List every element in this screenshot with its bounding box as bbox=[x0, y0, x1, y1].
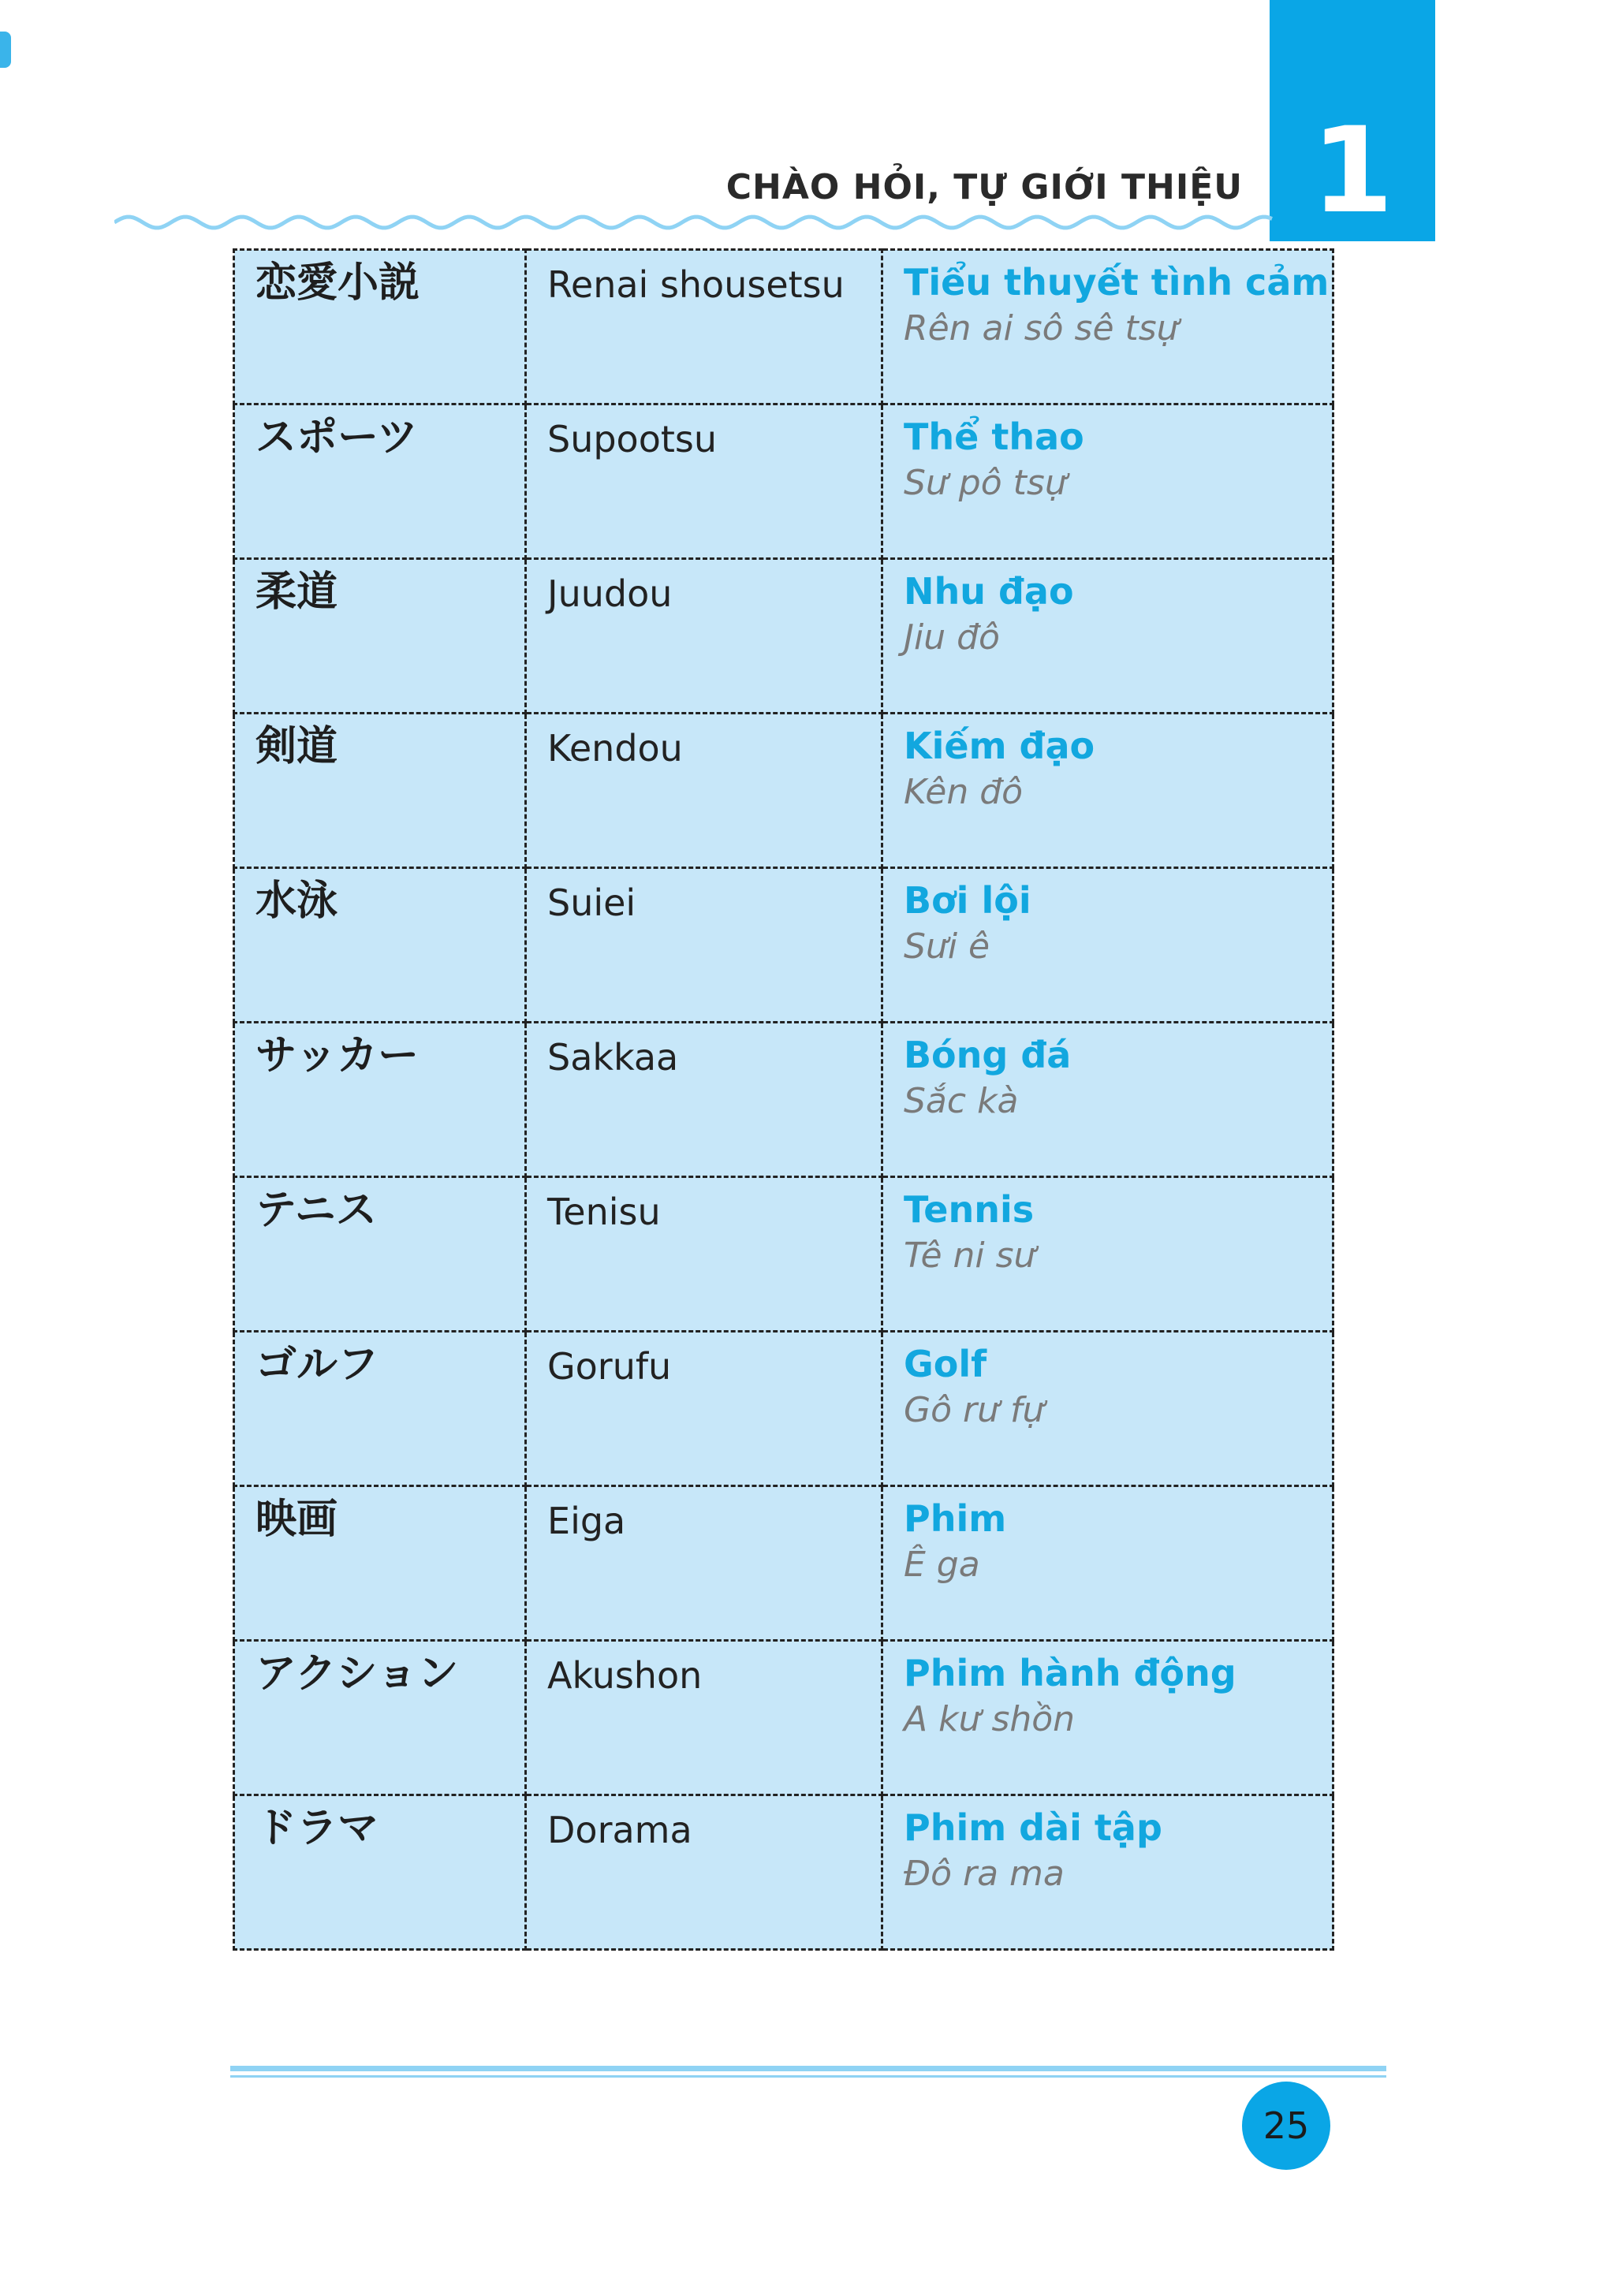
vietnamese-meaning: Kiếm đạo bbox=[904, 725, 1095, 767]
romaji-text: Dorama bbox=[547, 1809, 692, 1851]
japanese-cell bbox=[234, 404, 526, 559]
romaji-cell bbox=[526, 559, 882, 714]
meaning-cell bbox=[882, 1023, 1333, 1177]
romaji-cell bbox=[526, 868, 882, 1023]
romaji-cell bbox=[526, 1332, 882, 1486]
vietnamese-pronunciation: Tê ni sư bbox=[904, 1236, 1036, 1276]
japanese-cell bbox=[234, 250, 526, 404]
japanese-word: スポーツ bbox=[255, 414, 418, 461]
table-row bbox=[234, 250, 1333, 404]
romaji-cell bbox=[526, 1023, 882, 1177]
romaji-cell bbox=[526, 1177, 882, 1332]
page-number: 25 bbox=[1263, 2104, 1310, 2147]
vietnamese-meaning: Tiểu thuyết tình cảm bbox=[904, 261, 1330, 304]
romaji-cell bbox=[526, 1795, 882, 1950]
corner-tab bbox=[0, 32, 11, 68]
romaji-text: Gorufu bbox=[547, 1345, 672, 1388]
table-row bbox=[234, 1486, 1333, 1641]
romaji-text: Sakkaa bbox=[547, 1036, 679, 1079]
table-row bbox=[234, 1641, 1333, 1795]
japanese-cell bbox=[234, 1486, 526, 1641]
vietnamese-meaning: Phim hành động bbox=[904, 1652, 1236, 1694]
japanese-cell bbox=[234, 1641, 526, 1795]
chapter-number-box bbox=[1270, 0, 1435, 241]
vietnamese-pronunciation: Đô ra ma bbox=[904, 1854, 1065, 1894]
japanese-word: アクション bbox=[255, 1650, 459, 1698]
table-row bbox=[234, 404, 1333, 559]
japanese-cell bbox=[234, 1177, 526, 1332]
footer-line-thin bbox=[230, 2075, 1386, 2078]
table-row bbox=[234, 1795, 1333, 1950]
table-row bbox=[234, 1177, 1333, 1332]
vocabulary-table bbox=[233, 248, 1334, 1951]
vietnamese-meaning: Nhu đạo bbox=[904, 570, 1074, 613]
meaning-cell bbox=[882, 404, 1333, 559]
vietnamese-pronunciation: Kên đô bbox=[904, 772, 1024, 812]
romaji-cell bbox=[526, 250, 882, 404]
romaji-text: Kendou bbox=[547, 727, 683, 770]
chapter-number: 1 bbox=[1311, 102, 1394, 240]
table-row bbox=[234, 1332, 1333, 1486]
vietnamese-meaning: Thể thao bbox=[904, 416, 1084, 458]
vietnamese-meaning: Phim dài tập bbox=[904, 1806, 1162, 1849]
romaji-cell bbox=[526, 1486, 882, 1641]
vietnamese-pronunciation: Jiu đô bbox=[904, 617, 1000, 658]
wave-line bbox=[114, 217, 1272, 228]
romaji-text: Supootsu bbox=[547, 418, 717, 460]
vietnamese-pronunciation: Gô rư fự bbox=[904, 1390, 1045, 1430]
japanese-cell bbox=[234, 1023, 526, 1177]
japanese-cell bbox=[234, 1332, 526, 1486]
meaning-cell bbox=[882, 1177, 1333, 1332]
vietnamese-meaning: Tennis bbox=[904, 1188, 1035, 1231]
japanese-word: テニス bbox=[255, 1187, 377, 1234]
meaning-cell bbox=[882, 868, 1333, 1023]
japanese-word: サッカー bbox=[255, 1032, 419, 1079]
vietnamese-meaning: Bơi lội bbox=[904, 879, 1031, 922]
meaning-cell bbox=[882, 1641, 1333, 1795]
vietnamese-pronunciation: Sư pô tsự bbox=[904, 463, 1067, 503]
meaning-cell bbox=[882, 1795, 1333, 1950]
vietnamese-pronunciation: Sắc kà bbox=[904, 1081, 1019, 1121]
vietnamese-meaning: Golf bbox=[904, 1343, 987, 1385]
romaji-cell bbox=[526, 404, 882, 559]
romaji-text: Renai shousetsu bbox=[547, 263, 845, 306]
romaji-text: Juudou bbox=[547, 572, 673, 615]
vietnamese-meaning: Bóng đá bbox=[904, 1034, 1072, 1076]
japanese-cell bbox=[234, 559, 526, 714]
footer-divider bbox=[230, 2066, 1386, 2078]
table-row bbox=[234, 559, 1333, 714]
vietnamese-pronunciation: Sưi ê bbox=[904, 926, 990, 967]
wave-divider bbox=[114, 207, 1281, 238]
japanese-cell bbox=[234, 1795, 526, 1950]
meaning-cell bbox=[882, 250, 1333, 404]
chapter-title: CHÀO HỎI, TỰ GIỚI THIỆU bbox=[725, 167, 1243, 207]
vietnamese-pronunciation: Ê ga bbox=[904, 1545, 980, 1585]
meaning-cell bbox=[882, 559, 1333, 714]
romaji-text: Eiga bbox=[547, 1500, 626, 1542]
vocabulary-table-body bbox=[234, 250, 1333, 1950]
romaji-cell bbox=[526, 714, 882, 868]
meaning-cell bbox=[882, 714, 1333, 868]
romaji-text: Suiei bbox=[547, 882, 636, 924]
japanese-word: 水泳 bbox=[255, 878, 338, 925]
vietnamese-pronunciation: Rên ai sô sê tsự bbox=[904, 308, 1179, 348]
table-row bbox=[234, 1023, 1333, 1177]
vietnamese-pronunciation: A kư shồn bbox=[904, 1699, 1076, 1739]
table-row bbox=[234, 868, 1333, 1023]
meaning-cell bbox=[882, 1486, 1333, 1641]
japanese-cell bbox=[234, 868, 526, 1023]
footer-line-thick bbox=[230, 2066, 1386, 2071]
romaji-text: Akushon bbox=[547, 1654, 703, 1697]
japanese-word: 剣道 bbox=[255, 723, 338, 770]
japanese-word: 恋愛小説 bbox=[255, 259, 420, 307]
table-row bbox=[234, 714, 1333, 868]
japanese-word: 柔道 bbox=[255, 568, 338, 616]
japanese-word: ゴルフ bbox=[255, 1341, 379, 1388]
japanese-word: 映画 bbox=[255, 1496, 338, 1543]
vietnamese-meaning: Phim bbox=[904, 1497, 1007, 1540]
page-number-badge bbox=[1242, 2082, 1330, 2170]
romaji-text: Tenisu bbox=[547, 1191, 661, 1233]
japanese-cell bbox=[234, 714, 526, 868]
meaning-cell bbox=[882, 1332, 1333, 1486]
japanese-word: ドラマ bbox=[255, 1805, 379, 1852]
romaji-cell bbox=[526, 1641, 882, 1795]
